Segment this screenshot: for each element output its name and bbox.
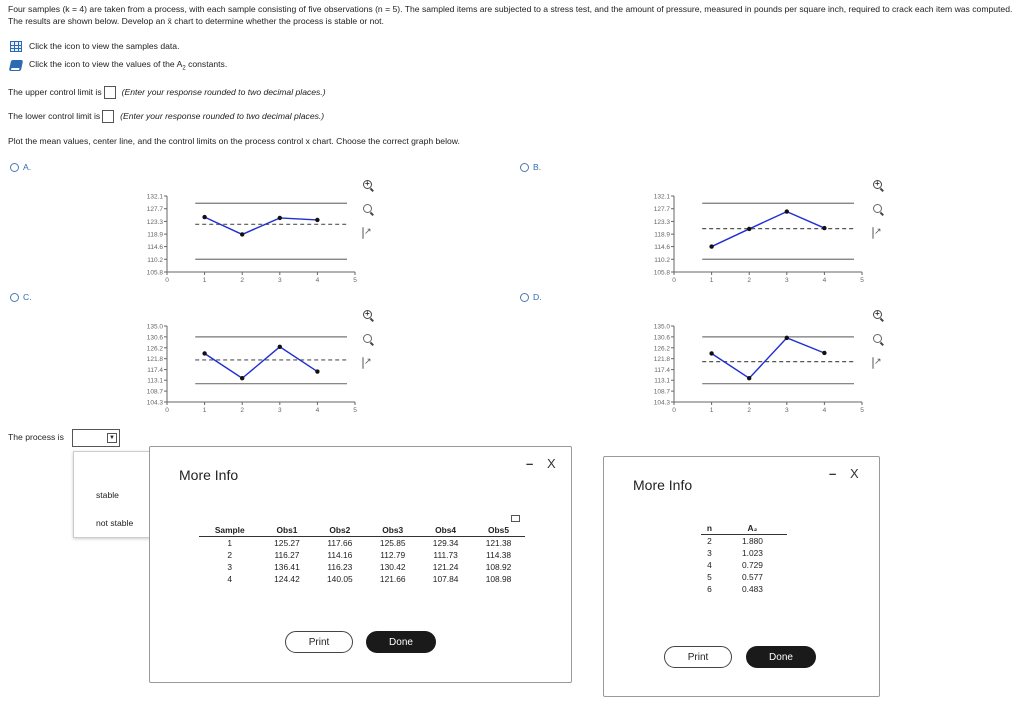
x-tick-label: 1 [709,277,714,284]
table-cell: 130.42 [379,562,406,572]
zoom-in-icon[interactable] [872,180,884,192]
y-tick-label: 127.7 [146,206,163,214]
table-row [199,561,525,573]
x-tick-label: 5 [860,407,864,414]
menu-item-stable[interactable]: stable [96,490,119,500]
zoom-out-icon[interactable] [872,334,884,346]
series-line [712,338,825,378]
table-cell: 116.27 [274,550,300,560]
y-tick-label: 110.2 [654,256,670,264]
popout-icon[interactable] [872,358,884,370]
y-tick-label: 126.2 [653,345,670,353]
x-tick-label: 3 [277,407,282,414]
samples-header-5: Obs5 [472,525,525,537]
x-tick-label: 1 [202,407,207,414]
constants-header-1: A₂ [718,523,787,535]
ucl-input[interactable] [104,86,116,99]
samples-dialog [149,446,572,683]
table-row [199,549,525,561]
plot-instruction: Plot the mean values, center line, and the control limits on the process control x chart. Choose the correct graph below. [8,136,460,146]
table-row [701,571,787,583]
zoom-in-icon[interactable] [872,310,884,322]
y-tick-label: 105.8 [653,269,670,277]
constants-dialog [603,456,880,697]
table-cell: 1.023 [741,548,763,558]
zoom-in-icon[interactable] [362,310,374,322]
samples-header-0: Sample [199,525,261,537]
data-point [315,218,319,222]
table-cell: 0.577 [741,572,763,582]
x-tick-label: 0 [672,277,676,284]
radio-d[interactable] [520,293,529,302]
y-tick-label: 114.6 [147,244,163,252]
x-tick-label: 2 [747,277,752,284]
menu-item-not-stable[interactable]: not stable [96,518,134,528]
y-tick-label: 117.4 [654,367,670,375]
x-tick-label: 2 [240,277,245,284]
chart-b-tools [872,180,886,252]
table-cell: 4 [707,560,712,570]
chevron-down-icon[interactable]: ▼ [107,433,117,443]
x-tick-label: 1 [202,277,207,284]
x-tick-label: 5 [353,277,357,284]
option-d[interactable] [520,292,542,302]
data-point [278,216,282,220]
constants-table [701,523,787,595]
table-cell: 121.24 [432,562,459,572]
table-cell: 124.42 [274,574,300,584]
table-cell: 125.27 [274,538,300,548]
constants-header-0: n [701,523,718,535]
y-tick-label: 118.9 [147,231,163,239]
table-cell: 2 [227,550,233,560]
x-tick-label: 2 [747,407,752,414]
table-cell: 1.880 [741,536,763,546]
x-tick-label: 3 [784,277,789,284]
data-point [709,351,713,355]
data-point [315,369,319,373]
y-tick-label: 108.7 [146,388,163,396]
table-cell: 2 [707,536,712,546]
constants-link-text[interactable]: Click the icon to view the values of the $A_2$ constants. [29,58,228,72]
zoom-out-icon[interactable] [362,334,374,346]
table-cell: 108.92 [485,562,512,572]
table-cell: 117.66 [327,538,353,548]
book-icon[interactable] [9,60,23,71]
minimize-icon[interactable]: – [526,456,534,471]
copy-icon[interactable] [511,515,520,522]
print-button[interactable]: Print [285,631,353,653]
table-cell: 140.05 [327,574,353,584]
table-row [199,537,525,550]
chart-a-tools [362,180,376,252]
y-tick-label: 121.8 [653,356,670,364]
y-tick-label: 108.7 [653,388,670,396]
chart-b [642,188,872,288]
option-a-label: A. [23,162,32,172]
samples-link-row[interactable] [10,39,179,53]
table-cell: 108.98 [485,574,512,584]
radio-a[interactable] [10,163,19,172]
dialog-title: More Info [179,467,239,483]
y-tick-label: 118.9 [654,231,670,239]
radio-b[interactable] [520,163,529,172]
data-point [240,376,244,380]
table-icon[interactable] [10,41,22,52]
x-tick-label: 2 [240,407,245,414]
table-row [199,573,525,585]
data-point [785,209,789,213]
samples-table [199,525,525,585]
done-button[interactable]: Done [366,631,436,653]
x-tick-label: 5 [353,407,357,414]
y-tick-label: 135.0 [653,323,670,331]
process-label: The process is [8,432,64,442]
y-tick-label: 110.2 [147,256,163,264]
y-tick-label: 132.1 [653,193,670,201]
table-cell: 1 [227,538,233,548]
data-point [822,226,826,230]
lcl-hint: (Enter your response rounded to two decimal places.) [120,111,325,121]
chart-c-tools [362,310,376,382]
y-tick-label: 105.8 [146,269,163,277]
chart-c [135,318,365,418]
x-tick-label: 1 [709,407,714,414]
option-a[interactable] [10,162,31,172]
dialog-title: More Info [633,477,693,493]
table-cell: 5 [707,572,712,582]
popout-icon[interactable] [362,358,374,370]
data-point [202,351,206,355]
table-cell: 111.73 [433,550,458,560]
data-point [747,376,751,380]
table-cell: 6 [707,584,712,594]
option-b-label: B. [533,162,542,172]
radio-c[interactable] [10,293,19,302]
popout-icon[interactable] [362,228,374,240]
data-point [202,215,206,219]
table-cell: 116.23 [327,562,353,572]
table-row [701,547,787,559]
y-tick-label: 130.6 [146,334,163,342]
table-cell: 114.38 [486,550,512,560]
table-cell: 121.38 [485,538,512,548]
zoom-out-icon[interactable] [872,204,884,216]
data-point [709,244,713,248]
process-dropdown[interactable] [72,429,120,447]
y-tick-label: 132.1 [146,193,163,201]
x-tick-label: 4 [822,407,827,414]
table-row [701,583,787,595]
table-cell: 3 [707,548,712,558]
table-cell: 4 [227,574,233,584]
x-tick-label: 3 [277,277,282,284]
y-tick-label: 104.3 [653,399,670,407]
y-tick-label: 126.2 [146,345,163,353]
process-dropdown-menu [73,451,161,538]
chart-d [642,318,872,418]
table-cell: 136.41 [274,562,300,572]
samples-header-4: Obs4 [419,525,472,537]
samples-header-2: Obs2 [313,525,366,537]
samples-header-3: Obs3 [366,525,419,537]
series-line [205,217,318,234]
x-tick-label: 4 [315,277,320,284]
table-row [701,559,787,571]
minimize-icon[interactable]: – [829,466,837,481]
y-tick-label: 127.7 [653,206,670,214]
option-c-label: C. [23,292,32,302]
table-cell: 125.85 [379,538,406,548]
popout-icon[interactable] [872,228,884,240]
print-button[interactable]: Print [664,646,732,668]
problem-statement: Four samples (k = 4) are taken from a process, with each sample consisting of five observations (n = 5). The sampled items are subjected to a stress test, and the amount of pressure, measured in pounds per square inch, required to crack each item was computed. The results are shown below. Develop an x̄ chart to determine whether the process is stable or not. [8,4,1013,26]
ucl-label: The upper control limit is [8,87,102,97]
y-tick-label: 130.6 [653,334,670,342]
lcl-question [8,109,324,123]
option-b[interactable] [520,162,541,172]
option-c[interactable] [10,292,32,302]
chart-a [135,188,365,288]
table-cell: 129.34 [432,538,459,548]
samples-link-text[interactable]: Click the icon to view the samples data. [29,41,180,51]
x-tick-label: 0 [165,277,169,284]
ucl-question [8,85,326,99]
x-tick-label: 3 [784,407,789,414]
table-cell: 0.729 [741,560,763,570]
lcl-input[interactable] [102,110,114,123]
table-cell: 3 [227,562,233,572]
table-cell: 107.84 [432,574,459,584]
table-cell: 114.16 [327,550,353,560]
series-line [205,347,318,378]
zoom-in-icon[interactable] [362,180,374,192]
y-tick-label: 135.0 [146,323,163,331]
x-tick-label: 4 [315,407,320,414]
close-icon[interactable]: X [850,466,859,481]
table-row [701,535,787,548]
table-cell: 112.79 [380,550,406,560]
data-point [822,351,826,355]
data-point [785,336,789,340]
y-tick-label: 113.1 [654,377,670,385]
samples-header-1: Obs1 [261,525,314,537]
table-cell: 0.483 [741,584,763,594]
ucl-hint: (Enter your response rounded to two decimal places.) [121,87,326,97]
close-icon[interactable]: X [547,456,556,471]
x-tick-label: 4 [822,277,827,284]
data-point [240,232,244,236]
data-point [747,227,751,231]
y-tick-label: 123.3 [653,218,670,226]
table-cell: 121.66 [379,574,406,584]
y-tick-label: 104.3 [146,399,163,407]
chart-d-tools [872,310,886,382]
done-button[interactable]: Done [746,646,816,668]
x-tick-label: 5 [860,277,864,284]
y-tick-label: 114.6 [654,244,670,252]
option-d-label: D. [533,292,542,302]
y-tick-label: 123.3 [146,218,163,226]
constants-link-row[interactable] [10,58,227,72]
lcl-label: The lower control limit is [8,111,101,121]
x-tick-label: 0 [165,407,169,414]
y-tick-label: 121.8 [146,356,163,364]
y-tick-label: 113.1 [147,377,163,385]
y-tick-label: 117.4 [147,367,163,375]
data-point [278,345,282,349]
x-tick-label: 0 [672,407,676,414]
zoom-out-icon[interactable] [362,204,374,216]
